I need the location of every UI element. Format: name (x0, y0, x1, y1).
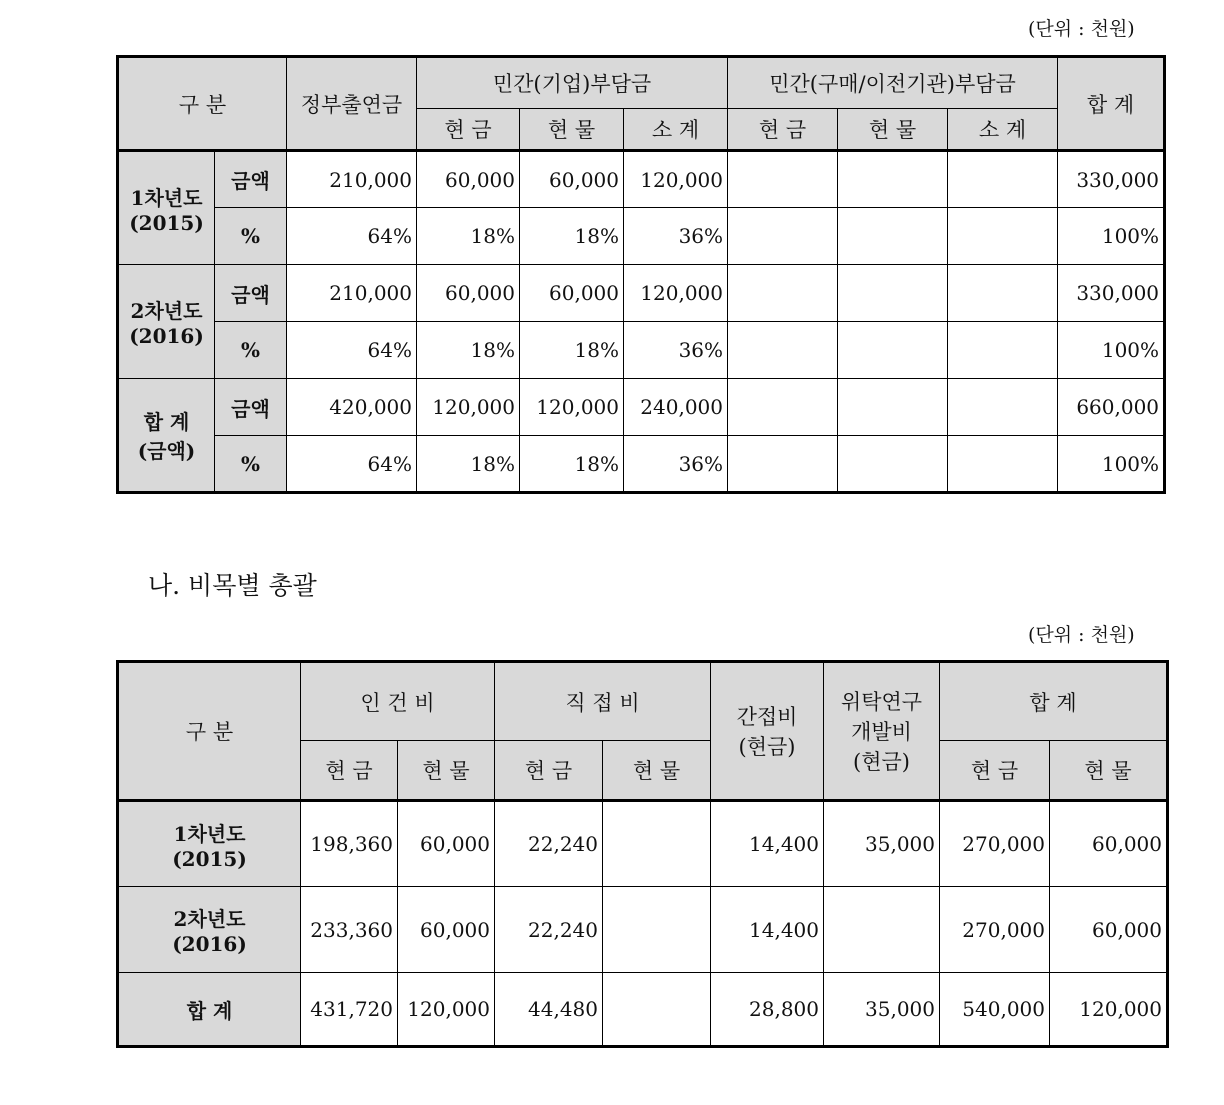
percent-label: % (215, 208, 287, 265)
expense-summary-table (116, 660, 1169, 1048)
cell: 120,000 (1050, 973, 1168, 1047)
table-row (118, 379, 1165, 436)
cell: 35,000 (824, 973, 940, 1047)
cell: 18% (520, 322, 624, 379)
contribution-table (116, 55, 1166, 494)
header-cash: 현 금 (301, 741, 398, 801)
table2-unit-label: (단위 : 천원) (1028, 624, 1135, 646)
cell: 60,000 (417, 265, 520, 322)
cell: 22,240 (495, 887, 603, 973)
header-cash: 현 금 (495, 741, 603, 801)
header-private-company: 민간(기업)부담금 (417, 57, 728, 109)
header-direct: 직 접 비 (495, 662, 711, 741)
header-cash: 현 금 (417, 109, 520, 151)
table-row (118, 322, 1165, 379)
cell: 14,400 (711, 801, 824, 887)
amount-label: 금액 (215, 265, 287, 322)
row-label: 합 계 (금액) (118, 379, 215, 493)
cell: 210,000 (287, 151, 417, 208)
cell: 18% (520, 436, 624, 493)
row-label: 합 계 (118, 973, 301, 1047)
cell (728, 322, 838, 379)
header-indirect: 간접비 (현금) (711, 662, 824, 801)
header-subtotal: 소 계 (948, 109, 1058, 151)
percent-label: % (215, 436, 287, 493)
cell (824, 887, 940, 973)
row-label: 1차년도 (2015) (118, 151, 215, 265)
cell: 14,400 (711, 887, 824, 973)
section-title: 나. 비목별 총괄 (148, 571, 317, 600)
header-inkind: 현 물 (398, 741, 495, 801)
cell (838, 322, 948, 379)
header-inkind: 현 물 (1050, 741, 1168, 801)
cell (728, 436, 838, 493)
table-row (118, 151, 1165, 208)
cell: 198,360 (301, 801, 398, 887)
header-subtotal: 소 계 (624, 109, 728, 151)
table-row (118, 436, 1165, 493)
cell: 60,000 (398, 801, 495, 887)
cell: 64% (287, 436, 417, 493)
cell: 60,000 (417, 151, 520, 208)
cell: 120,000 (520, 379, 624, 436)
cell: 420,000 (287, 379, 417, 436)
header-total: 합 계 (1058, 57, 1165, 151)
header-total: 합 계 (940, 662, 1168, 741)
cell: 18% (520, 208, 624, 265)
header-inkind: 현 물 (838, 109, 948, 151)
cell: 210,000 (287, 265, 417, 322)
cell: 64% (287, 208, 417, 265)
cell: 120,000 (417, 379, 520, 436)
row-label: 2차년도 (2016) (118, 265, 215, 379)
cell (948, 208, 1058, 265)
cell: 18% (417, 436, 520, 493)
cell: 60,000 (1050, 887, 1168, 973)
cell (728, 265, 838, 322)
cell: 100% (1058, 208, 1165, 265)
cell: 28,800 (711, 973, 824, 1047)
cell (603, 887, 711, 973)
header-inkind: 현 물 (603, 741, 711, 801)
table-row (118, 265, 1165, 322)
cell (838, 208, 948, 265)
cell (728, 151, 838, 208)
cell: 60,000 (520, 265, 624, 322)
cell: 22,240 (495, 801, 603, 887)
table-row (118, 973, 1168, 1047)
cell (948, 265, 1058, 322)
cell: 64% (287, 322, 417, 379)
header-category: 구 분 (118, 662, 301, 801)
cell: 35,000 (824, 801, 940, 887)
cell: 233,360 (301, 887, 398, 973)
header-cash: 현 금 (728, 109, 838, 151)
cell: 60,000 (1050, 801, 1168, 887)
table-row (118, 208, 1165, 265)
cell: 18% (417, 322, 520, 379)
cell: 120,000 (624, 265, 728, 322)
cell: 36% (624, 436, 728, 493)
cell: 330,000 (1058, 265, 1165, 322)
cell: 100% (1058, 322, 1165, 379)
row-label: 2차년도 (2016) (118, 887, 301, 973)
cell: 270,000 (940, 887, 1050, 973)
cell (603, 801, 711, 887)
cell: 270,000 (940, 801, 1050, 887)
cell: 540,000 (940, 973, 1050, 1047)
cell: 36% (624, 322, 728, 379)
cell: 431,720 (301, 973, 398, 1047)
header-private-purchase: 민간(구매/이전기관)부담금 (728, 57, 1058, 109)
cell (728, 379, 838, 436)
cell: 240,000 (624, 379, 728, 436)
amount-label: 금액 (215, 379, 287, 436)
amount-label: 금액 (215, 151, 287, 208)
cell: 120,000 (624, 151, 728, 208)
cell (948, 322, 1058, 379)
header-personnel: 인 건 비 (301, 662, 495, 741)
cell: 330,000 (1058, 151, 1165, 208)
cell (728, 208, 838, 265)
header-cash: 현 금 (940, 741, 1050, 801)
header-government: 정부출연금 (287, 57, 417, 151)
cell: 36% (624, 208, 728, 265)
cell (838, 151, 948, 208)
cell: 60,000 (520, 151, 624, 208)
cell: 120,000 (398, 973, 495, 1047)
cell (948, 436, 1058, 493)
table-row (118, 887, 1168, 973)
table-row (118, 801, 1168, 887)
cell: 660,000 (1058, 379, 1165, 436)
cell: 18% (417, 208, 520, 265)
percent-label: % (215, 322, 287, 379)
cell: 100% (1058, 436, 1165, 493)
cell (838, 379, 948, 436)
cell: 44,480 (495, 973, 603, 1047)
cell (838, 436, 948, 493)
cell (948, 151, 1058, 208)
header-category: 구 분 (118, 57, 287, 151)
cell (948, 379, 1058, 436)
cell (603, 973, 711, 1047)
header-outsourced: 위탁연구 개발비 (현금) (824, 662, 940, 801)
header-inkind: 현 물 (520, 109, 624, 151)
cell: 60,000 (398, 887, 495, 973)
row-label: 1차년도 (2015) (118, 801, 301, 887)
cell (838, 265, 948, 322)
table1-unit-label: (단위 : 천원) (1028, 18, 1135, 40)
